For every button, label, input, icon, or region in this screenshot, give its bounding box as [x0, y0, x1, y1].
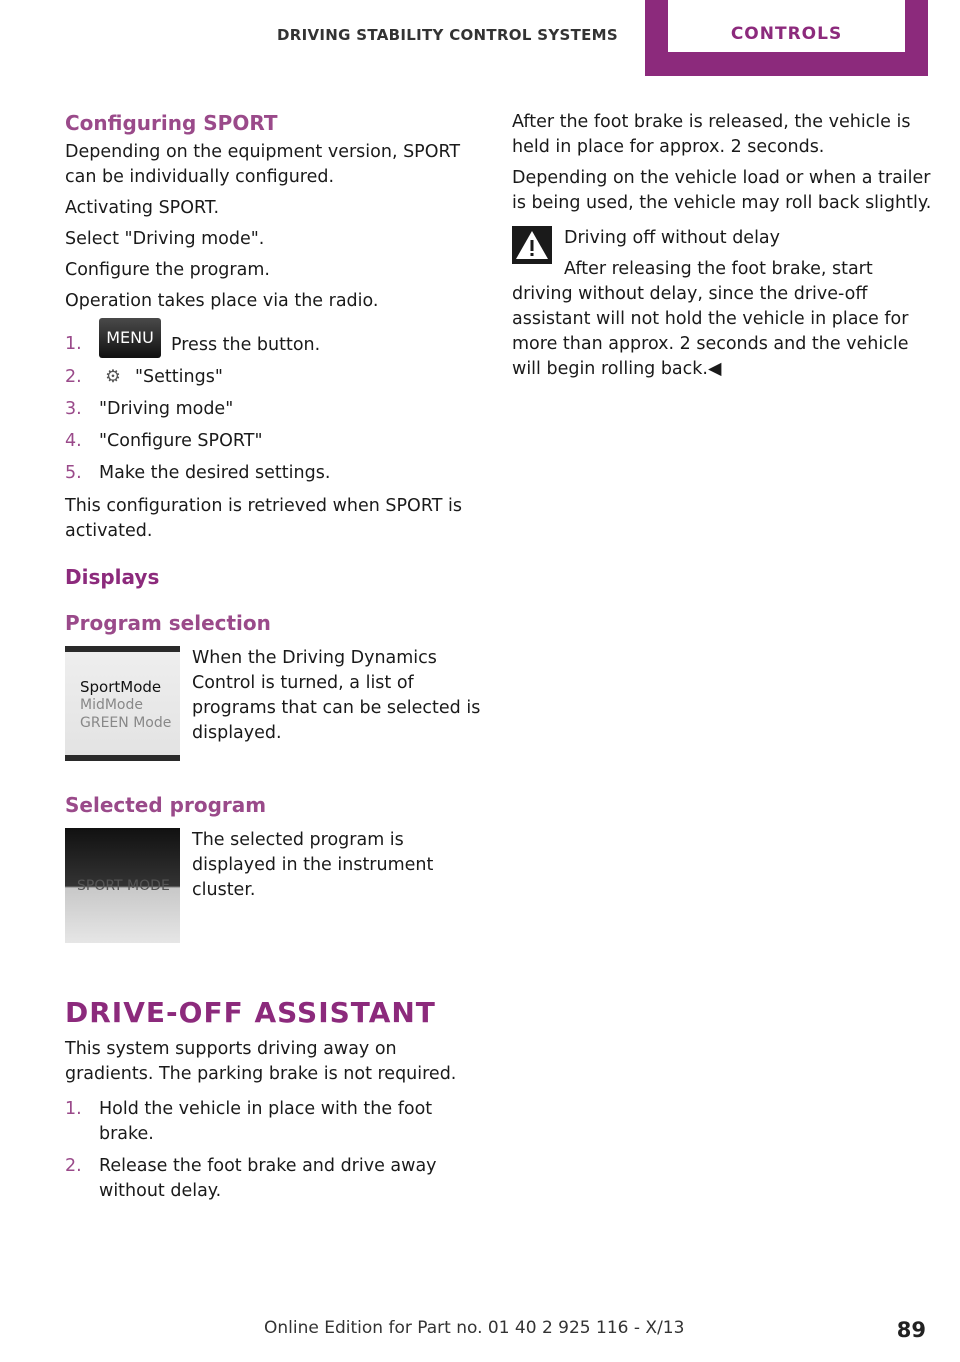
- paragraph: Select "Driving mode".: [65, 229, 265, 249]
- list-item: [65, 1154, 485, 1204]
- page-number: 89: [896, 1318, 926, 1342]
- warning-block: [512, 226, 932, 382]
- configuring-heading: Configuring SPORT: [65, 111, 278, 135]
- configure-steps-list: [65, 328, 485, 486]
- chapter-tab: [645, 0, 928, 76]
- warning-title: Driving off without delay: [564, 228, 781, 248]
- list-item: [65, 328, 485, 358]
- step-number: 2.: [65, 367, 82, 387]
- chapter-tab-label: CONTROLS: [668, 0, 905, 52]
- step-text: Release the foot brake and drive away without delay.: [99, 1156, 437, 1201]
- drive-off-heading: DRIVE-OFF ASSISTANT: [65, 996, 436, 1029]
- program-list-image: [65, 646, 180, 761]
- selected-program-text: The selected program is displayed in the instrument cluster.: [192, 830, 434, 900]
- step-text: Hold the vehicle in place with the foot brake.: [99, 1099, 433, 1144]
- paragraph: Depending on the equipment version, SPORT can be individually configured.: [65, 142, 461, 187]
- list-item: [65, 461, 485, 486]
- instrument-cluster-image: [65, 828, 180, 943]
- step-number: 1.: [65, 334, 82, 354]
- paragraph: After the foot brake is released, the vehicle is held in place for approx. 2 seconds.: [512, 112, 911, 157]
- list-item: [65, 397, 485, 422]
- program-selection-heading: Program selection: [65, 611, 271, 635]
- program-selection-text: When the Driving Dynamics Control is turned, a list of programs that can be selected is displayed.: [192, 648, 481, 743]
- step-number: 4.: [65, 431, 82, 451]
- header-section-title: DRIVING STABILITY CONTROL SYSTEMS: [276, 26, 618, 44]
- step-number: 3.: [65, 399, 82, 419]
- footer-edition: Online Edition for Part no. 01 40 2 925 116 - X/13: [264, 1318, 685, 1338]
- sport-mode-label: SPORT MODE: [77, 878, 170, 894]
- step-text: "Settings": [135, 367, 223, 387]
- step-text: "Configure SPORT": [99, 431, 263, 451]
- program-item: GREEN Mode: [80, 715, 172, 731]
- program-item: SportMode: [80, 678, 162, 696]
- displays-heading: Displays: [65, 565, 160, 589]
- paragraph: Activating SPORT.: [65, 198, 220, 218]
- right-column: [512, 110, 932, 388]
- step-text: Make the desired settings.: [99, 463, 331, 483]
- program-item: MidMode: [80, 697, 143, 713]
- paragraph: Operation takes place via the radio.: [65, 291, 379, 311]
- menu-button-icon: MENU: [99, 318, 161, 358]
- selected-program-heading: Selected program: [65, 793, 267, 817]
- paragraph: Depending on the vehicle load or when a trailer is being used, the vehicle may roll back slightly.: [512, 168, 932, 213]
- paragraph: This system supports driving away on gradients. The parking brake is not required.: [65, 1039, 457, 1084]
- step-number: 2.: [65, 1156, 82, 1176]
- paragraph: Configure the program.: [65, 260, 270, 280]
- gear-icon: ⚙: [105, 367, 121, 387]
- step-text: Press the button.: [171, 335, 321, 355]
- step-number: 1.: [65, 1099, 82, 1119]
- step-text: "Driving mode": [99, 399, 234, 419]
- step-number: 5.: [65, 463, 82, 483]
- left-column: [65, 110, 485, 1212]
- drive-off-steps-list: [65, 1097, 485, 1204]
- warning-icon: [512, 226, 552, 264]
- selected-program-block: [65, 828, 485, 948]
- paragraph: This configuration is retrieved when SPORT is activated.: [65, 496, 462, 541]
- list-item: [65, 365, 485, 390]
- program-selection-block: [65, 646, 485, 766]
- list-item: [65, 429, 485, 454]
- list-item: [65, 1097, 485, 1147]
- warning-text: After releasing the foot brake, start driving without delay, since the drive-off assistant will not hold the vehicle in place for more than approx. 2 seconds and the vehicle will begin rolling back.◀: [512, 259, 909, 379]
